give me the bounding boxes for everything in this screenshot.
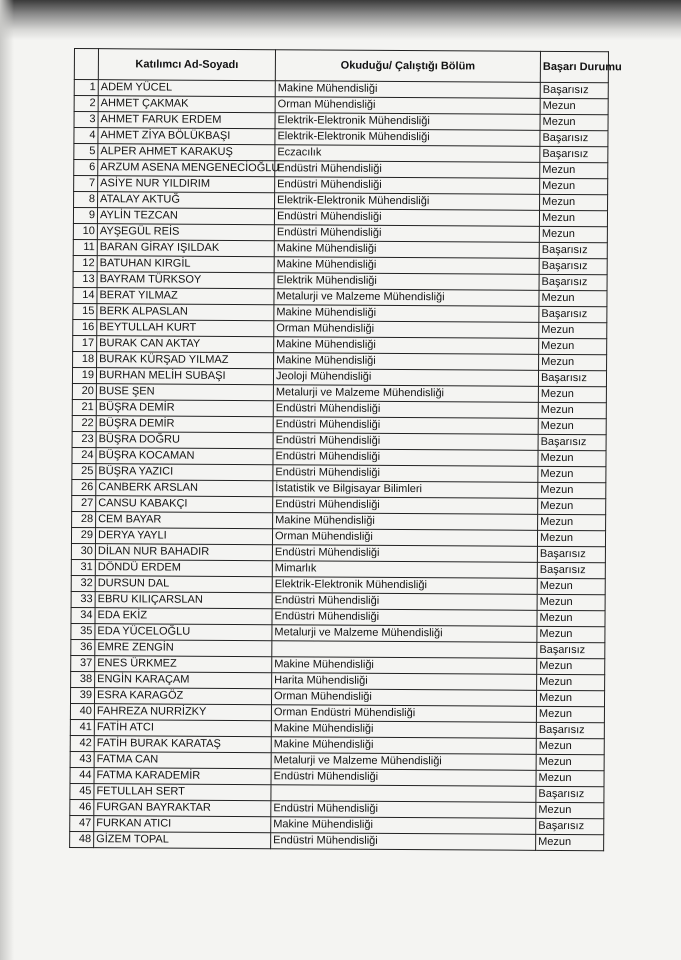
department: Metalurji ve Malzeme Mühendisliği [272,625,537,643]
department: Endüstri Mühendisliği [275,177,540,195]
participant-name: FATMA KARADEMİR [94,768,271,785]
row-number: 9 [73,208,97,224]
result-status: Mezun [540,114,608,130]
row-number: 18 [73,351,97,367]
result-status: Mezun [536,802,604,818]
row-number: 44 [70,767,94,783]
result-status: Mezun [539,322,607,338]
department: Eczacılık [275,145,540,163]
department: Elektrik-Elektronik Mühendisliği [275,113,540,131]
department: Makine Mühendisliği [274,241,539,259]
department: Jeoloji Mühendisliği [273,369,538,387]
result-status: Başarısız [536,722,604,738]
department: Metalurji ve Malzeme Mühendisliği [271,753,536,771]
department [272,641,537,659]
result-status: Başarısız [539,242,607,258]
department: Harita Mühendisliği [272,673,537,691]
department: Elektrik-Elektronik Mühendisliği [275,193,540,211]
result-status: Mezun [536,834,604,850]
result-status: Mezun [537,530,605,546]
row-number: 37 [71,655,95,671]
result-status: Başarısız [537,642,605,658]
row-number: 30 [71,543,95,559]
department: Endüstri Mühendisliği [273,449,538,467]
row-number: 13 [73,271,97,287]
participant-name: DÖNDÜ ERDEM [95,560,272,577]
department: Endüstri Mühendisliği [274,209,539,227]
row-number: 11 [73,239,97,255]
result-status: Başarısız [540,146,608,162]
result-status: Mezun [536,738,604,754]
row-number: 19 [72,367,96,383]
participant-name: ALPER AHMET KARAKUŞ [98,144,275,161]
row-number: 36 [71,639,95,655]
participant-name: BÜŞRA DOĞRU [96,432,273,449]
participant-name: EMRE ZENGİN [95,640,272,657]
department: Endüstri Mühendisliği [272,593,537,611]
department: Endüstri Mühendisliği [273,497,538,515]
header-number [74,49,98,80]
table-header-row [74,49,608,83]
result-status: Mezun [538,466,606,482]
header-department: Okuduğu/ Çalıştığı Bölüm [275,50,540,83]
row-number: 25 [72,463,96,479]
participant-name: GİZEM TOPAL [94,832,271,849]
row-number: 4 [74,128,98,144]
result-status: Mezun [536,770,604,786]
row-number: 20 [72,383,96,399]
result-status: Başarısız [539,306,607,322]
row-number: 14 [73,287,97,303]
result-status: Mezun [539,210,607,226]
row-number: 45 [70,783,94,799]
row-number: 8 [74,192,98,208]
result-status: Başarısız [537,562,605,578]
participant-name: FETULLAH SERT [94,784,271,801]
participant-name: FATİH BURAK KARATAŞ [94,736,271,753]
participant-name: CANBERK ARSLAN [96,480,273,497]
row-number: 1 [74,80,98,96]
row-number: 10 [73,223,97,239]
row-number: 29 [71,527,95,543]
result-status: Mezun [539,290,607,306]
result-status: Mezun [540,194,608,210]
department: Makine Mühendisliği [271,737,536,755]
result-status: Mezun [538,450,606,466]
table-row [70,831,604,850]
row-number: 42 [70,735,94,751]
result-status: Mezun [538,386,606,402]
department: Endüstri Mühendisliği [273,465,538,483]
participant-name: AHMET ÇAKMAK [98,96,275,113]
department: Elektrik-Elektronik Mühendisliği [272,577,537,595]
participant-name: DİLAN NUR BAHADIR [95,544,272,561]
participant-name: AHMET FARUK ERDEM [98,112,275,129]
participant-name: BÜŞRA DEMİR [96,400,273,417]
participant-name: BAYRAM TÜRKSOY [97,272,274,289]
row-number: 6 [74,160,98,176]
row-number: 22 [72,415,96,431]
row-number: 21 [72,399,96,415]
result-status: Mezun [537,626,605,642]
result-status: Mezun [537,578,605,594]
department: Makine Mühendisliği [274,337,539,355]
department: Makine Mühendisliği [273,513,538,531]
result-status: Başarısız [538,434,606,450]
row-number: 15 [73,303,97,319]
department: İstatistik ve Bilgisayar Bilimleri [273,481,538,499]
department: Orman Mühendisliği [274,321,539,339]
participant-name: ATALAY AKTUĞ [98,192,275,209]
row-number: 47 [70,815,94,831]
department [271,785,536,803]
department: Endüstri Mühendisliği [272,545,537,563]
participant-name: FATİH ATCI [94,720,271,737]
participant-name: EDA YÜCELOĞLU [95,624,272,641]
participant-name: EBRU KILIÇARSLAN [95,592,272,609]
result-status: Mezun [539,338,607,354]
result-status: Mezun [536,706,604,722]
row-number: 35 [71,623,95,639]
row-number: 17 [73,335,97,351]
result-status: Mezun [537,610,605,626]
result-status: Mezun [538,402,606,418]
row-number: 48 [70,831,94,847]
row-number: 26 [72,479,96,495]
participant-name: BEYTULLAH KURT [97,320,274,337]
department: Makine Mühendisliği [275,81,540,99]
department: Endüstri Mühendisliği [273,401,538,419]
participant-name: FURKAN ATICI [94,816,271,833]
department: Endüstri Mühendisliği [271,769,536,787]
header-name: Katılımcı Ad-Soyadı [98,49,275,81]
participant-name: BURHAN MELİH SUBAŞI [96,368,273,385]
participant-results-table [69,48,622,851]
department: Endüstri Mühendisliği [271,833,536,851]
result-status: Mezun [540,162,608,178]
result-status: Başarısız [536,786,604,802]
row-number: 33 [71,591,95,607]
department: Makine Mühendisliği [271,721,536,739]
participant-name: AYŞEGÜL REİS [97,224,274,241]
result-status: Mezun [536,690,604,706]
result-status: Mezun [539,354,607,370]
department: Orman Endüstri Mühendisliği [271,705,536,723]
participant-name: DERYA YAYLI [95,528,272,545]
row-number: 46 [70,799,94,815]
department: Metalurji ve Malzeme Mühendisliği [274,289,539,307]
result-status: Başarısız [540,130,608,146]
participant-name: CANSU KABAKÇI [96,496,273,513]
row-number: 24 [72,447,96,463]
row-number: 34 [71,607,95,623]
department: Metalurji ve Malzeme Mühendisliği [273,385,538,403]
row-number: 32 [71,575,95,591]
result-status: Mezun [537,658,605,674]
participant-name: ENES ÜRKMEZ [95,656,272,673]
participant-name: FURGAN BAYRAKTAR [94,800,271,817]
row-number: 16 [73,319,97,335]
row-number: 5 [74,144,98,160]
participant-name: DURSUN DAL [95,576,272,593]
department: Makine Mühendisliği [271,817,536,835]
row-number: 28 [72,511,96,527]
header-status: Başarı Durumu [540,51,608,82]
participant-name: ESRA KARAGÖZ [94,688,271,705]
participant-name: BURAK KÜRŞAD YILMAZ [97,352,274,369]
scan-top-shadow [0,0,681,40]
row-number: 3 [74,112,98,128]
result-status: Mezun [537,594,605,610]
department: Elektrik Mühendisliği [274,273,539,291]
result-status: Mezun [537,674,605,690]
department: Elektrik-Elektronik Mühendisliği [275,129,540,147]
participant-name: ARZUM ASENA MENGENECİOĞLU [98,160,275,177]
department: Endüstri Mühendisliği [272,609,537,627]
participant-name: BERK ALPASLAN [97,304,274,321]
participant-name: AHMET ZİYA BÖLÜKBAŞI [98,128,275,145]
participant-name: BUSE ŞEN [96,384,273,401]
row-number: 7 [74,176,98,192]
participant-name: BURAK CAN AKTAY [97,336,274,353]
row-number: 27 [72,495,96,511]
department: Mimarlık [272,561,537,579]
department: Makine Mühendisliği [274,353,539,371]
result-status: Mezun [538,498,606,514]
participant-name: FAHREZA NURRİZKY [94,704,271,721]
row-number: 40 [70,703,94,719]
participant-name: ASİYE NUR YILDIRIM [98,176,275,193]
scan-left-shadow [0,0,14,960]
participant-name: BATUHAN KIRGİL [97,256,274,273]
result-status: Mezun [536,754,604,770]
department: Makine Mühendisliği [274,305,539,323]
row-number: 2 [74,96,98,112]
row-number: 12 [73,255,97,271]
result-status: Başarısız [539,274,607,290]
participant-name: ENGİN KARAÇAM [95,672,272,689]
participant-name: BÜŞRA DEMİR [96,416,273,433]
table-body [70,80,609,851]
row-number: 23 [72,431,96,447]
participant-name: AYLİN TEZCAN [97,208,274,225]
participant-name: EDA EKİZ [95,608,272,625]
participant-name: BÜŞRA YAZICI [96,464,273,481]
department: Endüstri Mühendisliği [273,417,538,435]
row-number: 38 [71,671,95,687]
result-status: Mezun [538,514,606,530]
department: Endüstri Mühendisliği [271,801,536,819]
result-status: Başarısız [536,818,604,834]
result-status: Mezun [540,178,608,194]
department: Endüstri Mühendisliği [273,433,538,451]
result-status: Başarısız [538,370,606,386]
department: Endüstri Mühendisliği [274,225,539,243]
department: Orman Mühendisliği [271,689,536,707]
department: Orman Mühendisliği [272,529,537,547]
result-status: Başarısız [537,546,605,562]
row-number: 39 [70,687,94,703]
department: Endüstri Mühendisliği [275,161,540,179]
result-status: Mezun [538,482,606,498]
participant-name: CEM BAYAR [96,512,273,529]
department: Makine Mühendisliği [272,657,537,675]
result-status: Başarısız [539,258,607,274]
result-status: Mezun [538,418,606,434]
department: Makine Mühendisliği [274,257,539,275]
participant-name: ADEM YÜCEL [98,80,275,97]
row-number: 31 [71,559,95,575]
result-status: Mezun [540,98,608,114]
department: Orman Mühendisliği [275,97,540,115]
row-number: 41 [70,719,94,735]
participant-name: BARAN GİRAY IŞILDAK [97,240,274,257]
result-status: Başarısız [540,82,608,98]
result-status: Mezun [539,226,607,242]
participant-name: FATMA CAN [94,752,271,769]
participant-name: BERAT YILMAZ [97,288,274,305]
row-number: 43 [70,751,94,767]
participant-name: BÜŞRA KOCAMAN [96,448,273,465]
